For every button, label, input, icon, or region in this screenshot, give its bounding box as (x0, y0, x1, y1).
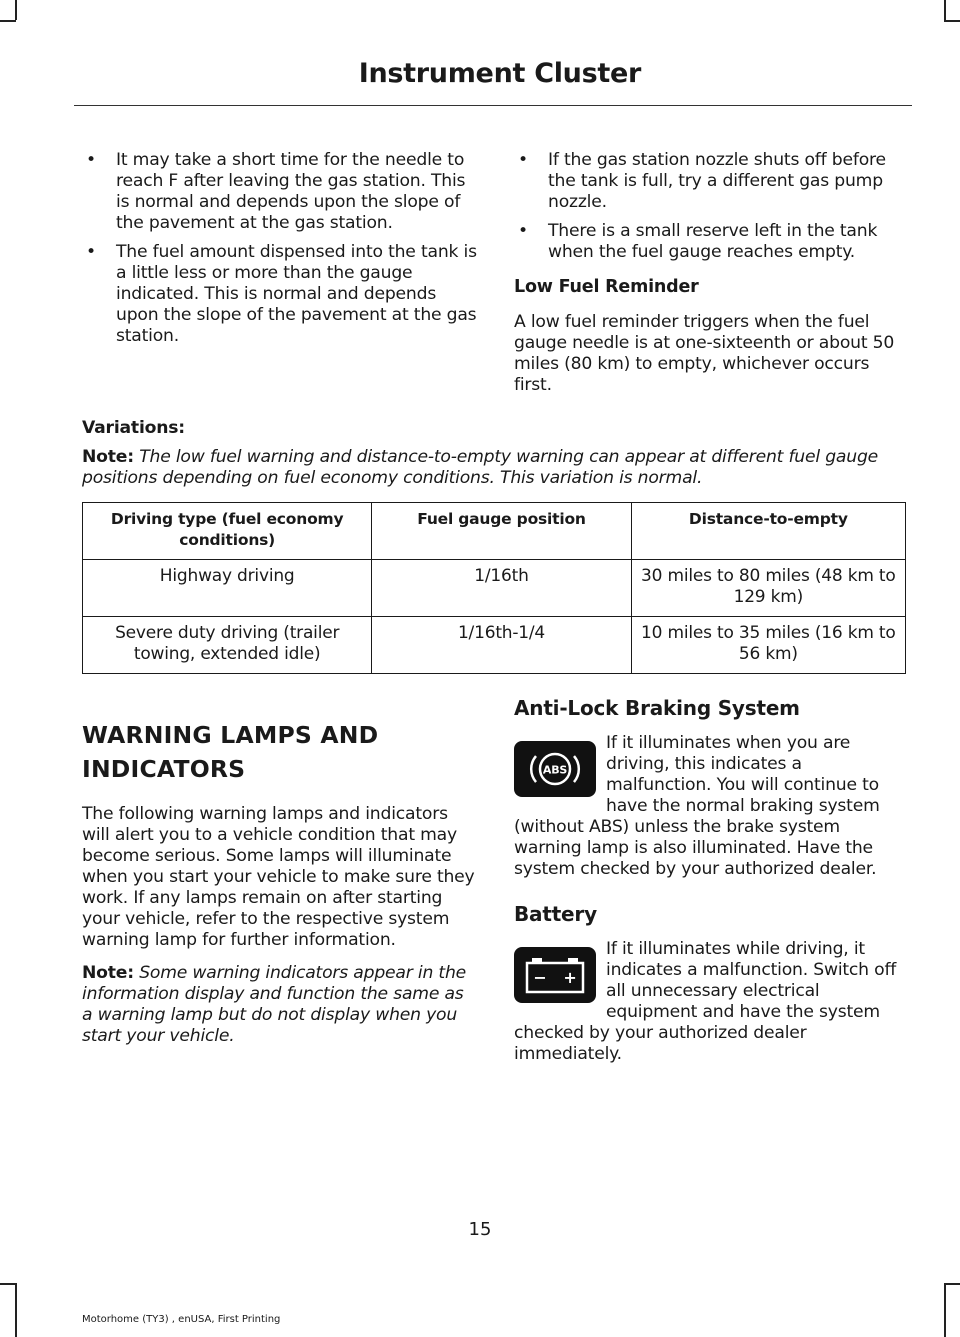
table-cell: 10 miles to 35 miles (16 km to 56 km) (631, 617, 905, 674)
warning-note: Note: Some warning indicators appear in the information display and function the same as a warning lamp but do not display when you start your vehicle. (82, 963, 467, 1046)
table-header-row (83, 503, 906, 560)
low-fuel-text: A low fuel reminder triggers when the fuel gauge needle is at one-sixteenth or about 50 miles (80 km) to empty, whichever occurs first. (514, 312, 895, 395)
battery-icon (524, 955, 586, 995)
crop-mark (0, 20, 16, 22)
table-row (83, 617, 906, 674)
right-column-top (514, 150, 909, 396)
abs-icon-label: ABS (542, 763, 568, 777)
warning-lamps-section (82, 718, 477, 1047)
bullet-mark: • (518, 221, 528, 241)
battery-heading: Battery (514, 902, 597, 926)
abs-heading: Anti-Lock Braking System (514, 696, 800, 720)
footer-text: Motorhome (TY3) , enUSA, First Printing (82, 1314, 281, 1325)
battery-warning-icon (514, 947, 596, 1003)
header-rule (74, 105, 912, 106)
crop-mark (15, 0, 17, 20)
abs-warning-icon (514, 741, 596, 797)
crop-mark (944, 20, 960, 22)
bullet-mark: • (86, 150, 96, 170)
table-row (83, 560, 906, 617)
list-item: • It may take a short time for the needle to reach F after leaving the gas station. This is normal and depends upon the slope of the pavement at the gas station. (86, 150, 466, 233)
battery-minus: − (533, 968, 547, 987)
low-fuel-heading: Low Fuel Reminder (514, 277, 699, 297)
fuel-bullet-list-2 (514, 150, 909, 263)
crop-mark (944, 1283, 960, 1285)
crop-mark (944, 0, 946, 20)
list-item: • If the gas station nozzle shuts off before the tank is full, try a different gas pump nozzle. (518, 150, 886, 212)
fuel-bullet-list (82, 150, 477, 347)
table-header: Driving type (fuel economy conditions) (83, 503, 372, 560)
crop-mark (944, 1283, 946, 1337)
page-title: Instrument Cluster (358, 58, 641, 89)
abs-icon (527, 746, 583, 792)
abs-text: If it illuminates when you are driving, this indicates a malfunction. You will continue to have the normal braking system (without ABS) unless the brake system warning lamp is also illuminated. Have the system checked by your authorized dealer. (514, 733, 880, 879)
battery-text: If it illuminates while driving, it indicates a malfunction. Switch off all unnecessary electrical equipment and have the system checked by your authorized dealer immediately. (514, 939, 897, 1064)
variations-label: Variations: (82, 418, 185, 438)
abs-section (514, 698, 909, 1065)
crop-mark (0, 1283, 16, 1285)
table-cell: Highway driving (83, 560, 372, 617)
bullet-mark: • (518, 150, 528, 170)
table-cell: 1/16th (372, 560, 631, 617)
warning-intro: The following warning lamps and indicators will alert you to a vehicle condition that may become serious. Some lamps will illuminate when you start your vehicle to make sure they work. If any lamps remain on after starting your vehicle, refer to the respective system warning lamp for further information. (82, 804, 475, 950)
left-column-top (82, 150, 477, 355)
section-heading: WARNING LAMPS AND INDICATORS (82, 721, 379, 783)
table-cell: 30 miles to 80 miles (48 km to 129 km) (631, 560, 905, 617)
bullet-mark: • (86, 242, 96, 262)
crop-mark (15, 1283, 17, 1337)
list-item: • There is a small reserve left in the tank when the fuel gauge reaches empty. (518, 221, 878, 262)
table-header: Fuel gauge position (372, 503, 631, 560)
table-cell: 1/16th-1/4 (372, 617, 631, 674)
fuel-variation-table (82, 502, 906, 674)
page-number: 15 (468, 1219, 492, 1240)
variations-note: Note: The low fuel warning and distance-to-empty warning can appear at different fuel gauge positions depending on fuel economy conditions. This variation is normal. (82, 447, 879, 488)
variations-block (82, 418, 907, 489)
list-item: • The fuel amount dispensed into the tank is a little less or more than the gauge indicated. This is normal and depends upon the slope of the pavement at the gas station. (86, 242, 477, 346)
table-cell: Severe duty driving (trailer towing, extended idle) (83, 617, 372, 674)
battery-plus: + (563, 968, 577, 987)
table-header: Distance-to-empty (631, 503, 905, 560)
